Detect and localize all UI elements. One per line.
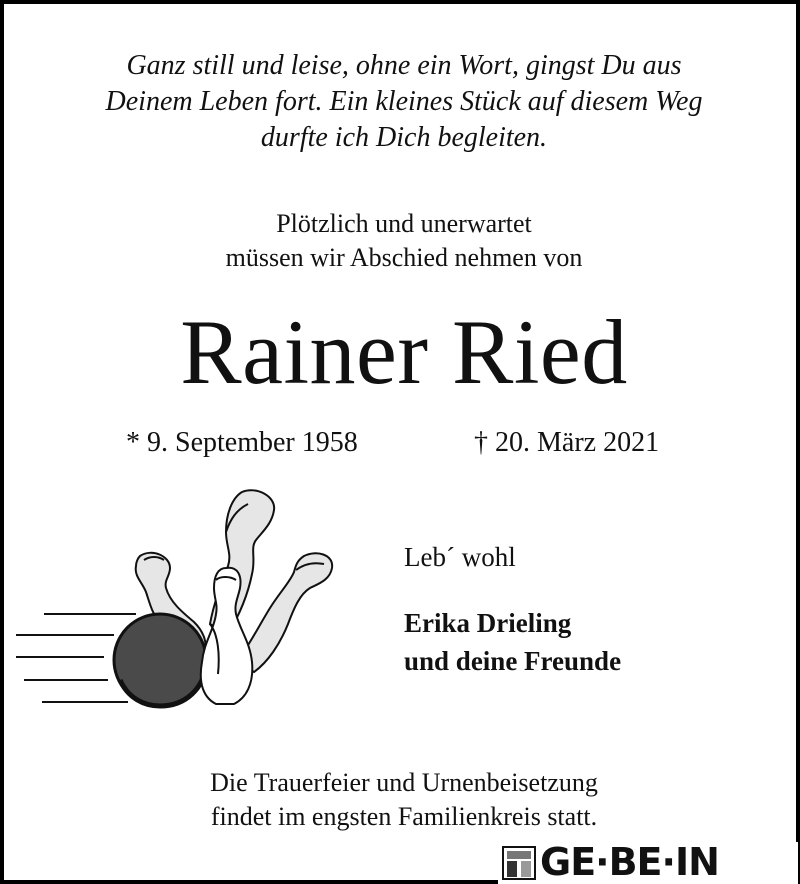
- service-line: Die Trauerfeier und Urnenbeisetzung: [210, 768, 598, 797]
- farewell-text: Leb´ wohl: [404, 542, 516, 572]
- intro-line: müssen wir Abschied nehmen von: [225, 243, 583, 272]
- service-line: findet im engsten Familienkreis statt.: [210, 802, 598, 831]
- poem-line: durfte ich Dich begleiten.: [260, 122, 548, 153]
- deceased-name: Rainer Ried: [180, 301, 628, 403]
- publisher-logo: [498, 842, 798, 884]
- death-date: † 20. März 2021: [474, 427, 660, 458]
- signers: [404, 604, 621, 680]
- bowling-ball-and-pins-icon: [4, 484, 364, 724]
- poem: [4, 48, 800, 156]
- intro-text: [4, 207, 800, 275]
- building-mark-icon: [502, 846, 536, 880]
- birth-date: * 9. September 1958: [126, 427, 358, 458]
- intro-line: Plötzlich und unerwartet: [276, 209, 532, 238]
- signer-line: Erika Drieling: [404, 608, 572, 638]
- logo-text: GE·BE·IN: [540, 840, 719, 884]
- poem-line: Ganz still und leise, ohne ein Wort, gingst Du aus: [126, 50, 682, 81]
- signer-line: und deine Freunde: [404, 646, 622, 676]
- poem-line: Deinem Leben fort. Ein kleines Stück auf diesem Weg: [105, 86, 703, 117]
- service-notice: [4, 766, 800, 834]
